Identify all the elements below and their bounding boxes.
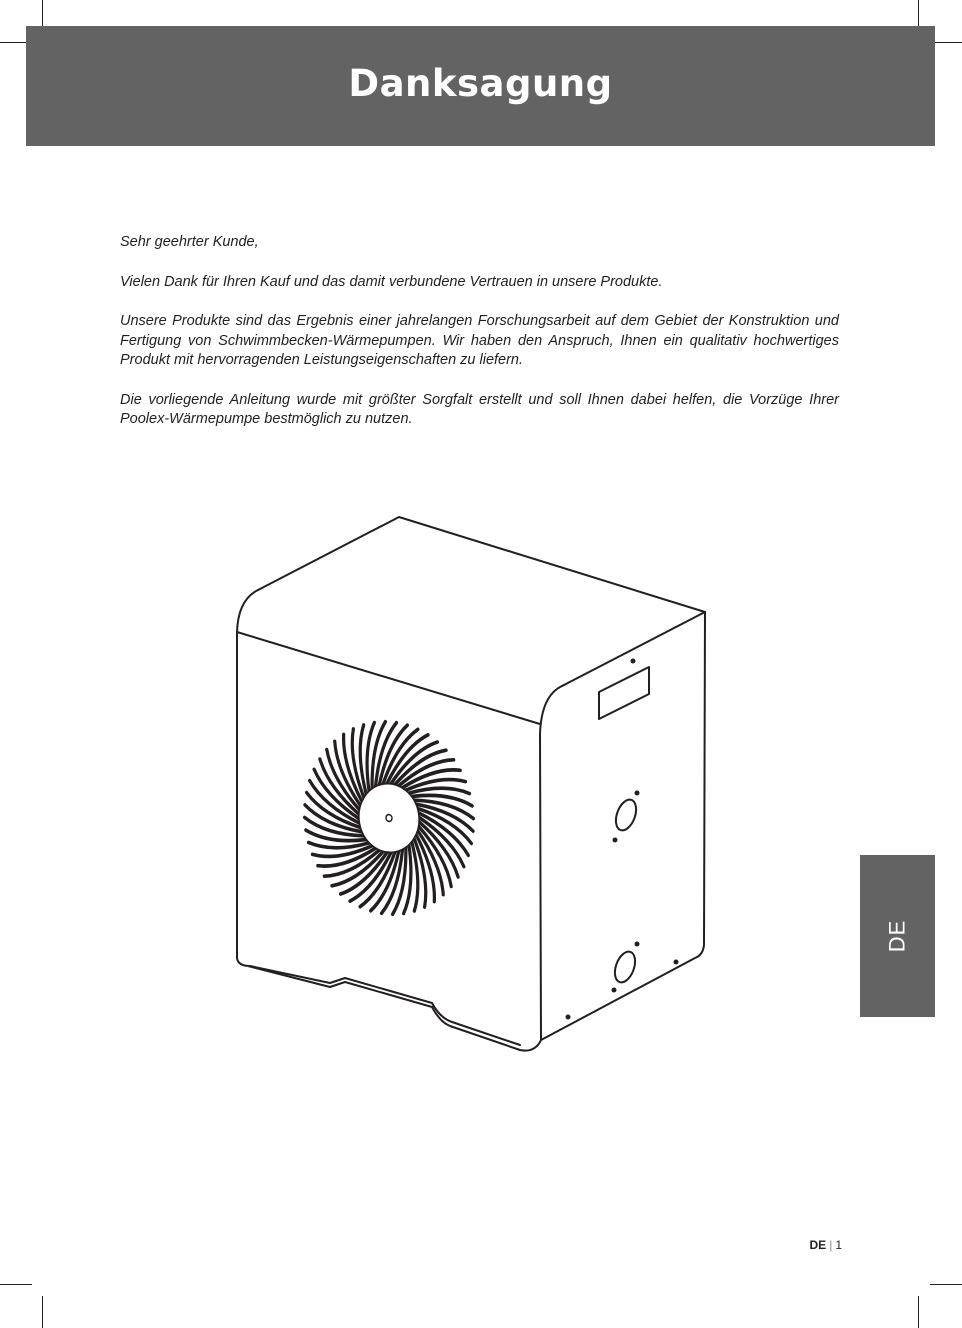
salutation: Sehr geehrter Kunde, (120, 234, 259, 250)
language-tab-label: DE (884, 919, 910, 953)
crop-mark (0, 1284, 32, 1285)
paragraph-manual: Die vorliegende Anleitung wurde mit größter Sorgfalt erstellt und soll Ihnen dabei helfen, die Vorzüge Ihrer Poolex-Wärmepumpe bestmöglich zu nutzen. (120, 391, 839, 427)
side-face (541, 612, 705, 1040)
top-face (258, 517, 705, 686)
heat-pump-illustration (225, 505, 725, 1065)
crop-mark (918, 1296, 919, 1328)
water-outlet-icon (611, 949, 639, 985)
crop-mark (42, 1296, 43, 1328)
footer-language: DE (809, 1238, 827, 1252)
paragraph-products: Unsere Produkte sind das Ergebnis einer jahrelangen Forschungsarbeit auf dem Gebiet der Konstruktion und Fertigung von Schwimmbecken-Wärmepumpen. Wir haben den Anspruch, Ihnen ein qualitativ hochwertiges Produkt mit hervorragenden Leistungseigenschaften zu liefern. (120, 313, 839, 368)
water-inlet-icon (612, 797, 640, 833)
page-title: Danksagung (348, 61, 613, 105)
page-number: 1 (835, 1238, 842, 1252)
header-band (26, 26, 935, 146)
letter-body (120, 233, 839, 450)
language-tab (860, 855, 935, 1017)
footer-separator: | (829, 1238, 833, 1252)
display-panel (599, 667, 649, 719)
fan-grille-icon (290, 708, 489, 927)
page-footer (810, 1238, 842, 1252)
paragraph-thanks: Vielen Dank für Ihren Kauf und das damit verbundene Vertrauen in unsere Produkte. (120, 273, 663, 290)
crop-mark (930, 1284, 962, 1285)
